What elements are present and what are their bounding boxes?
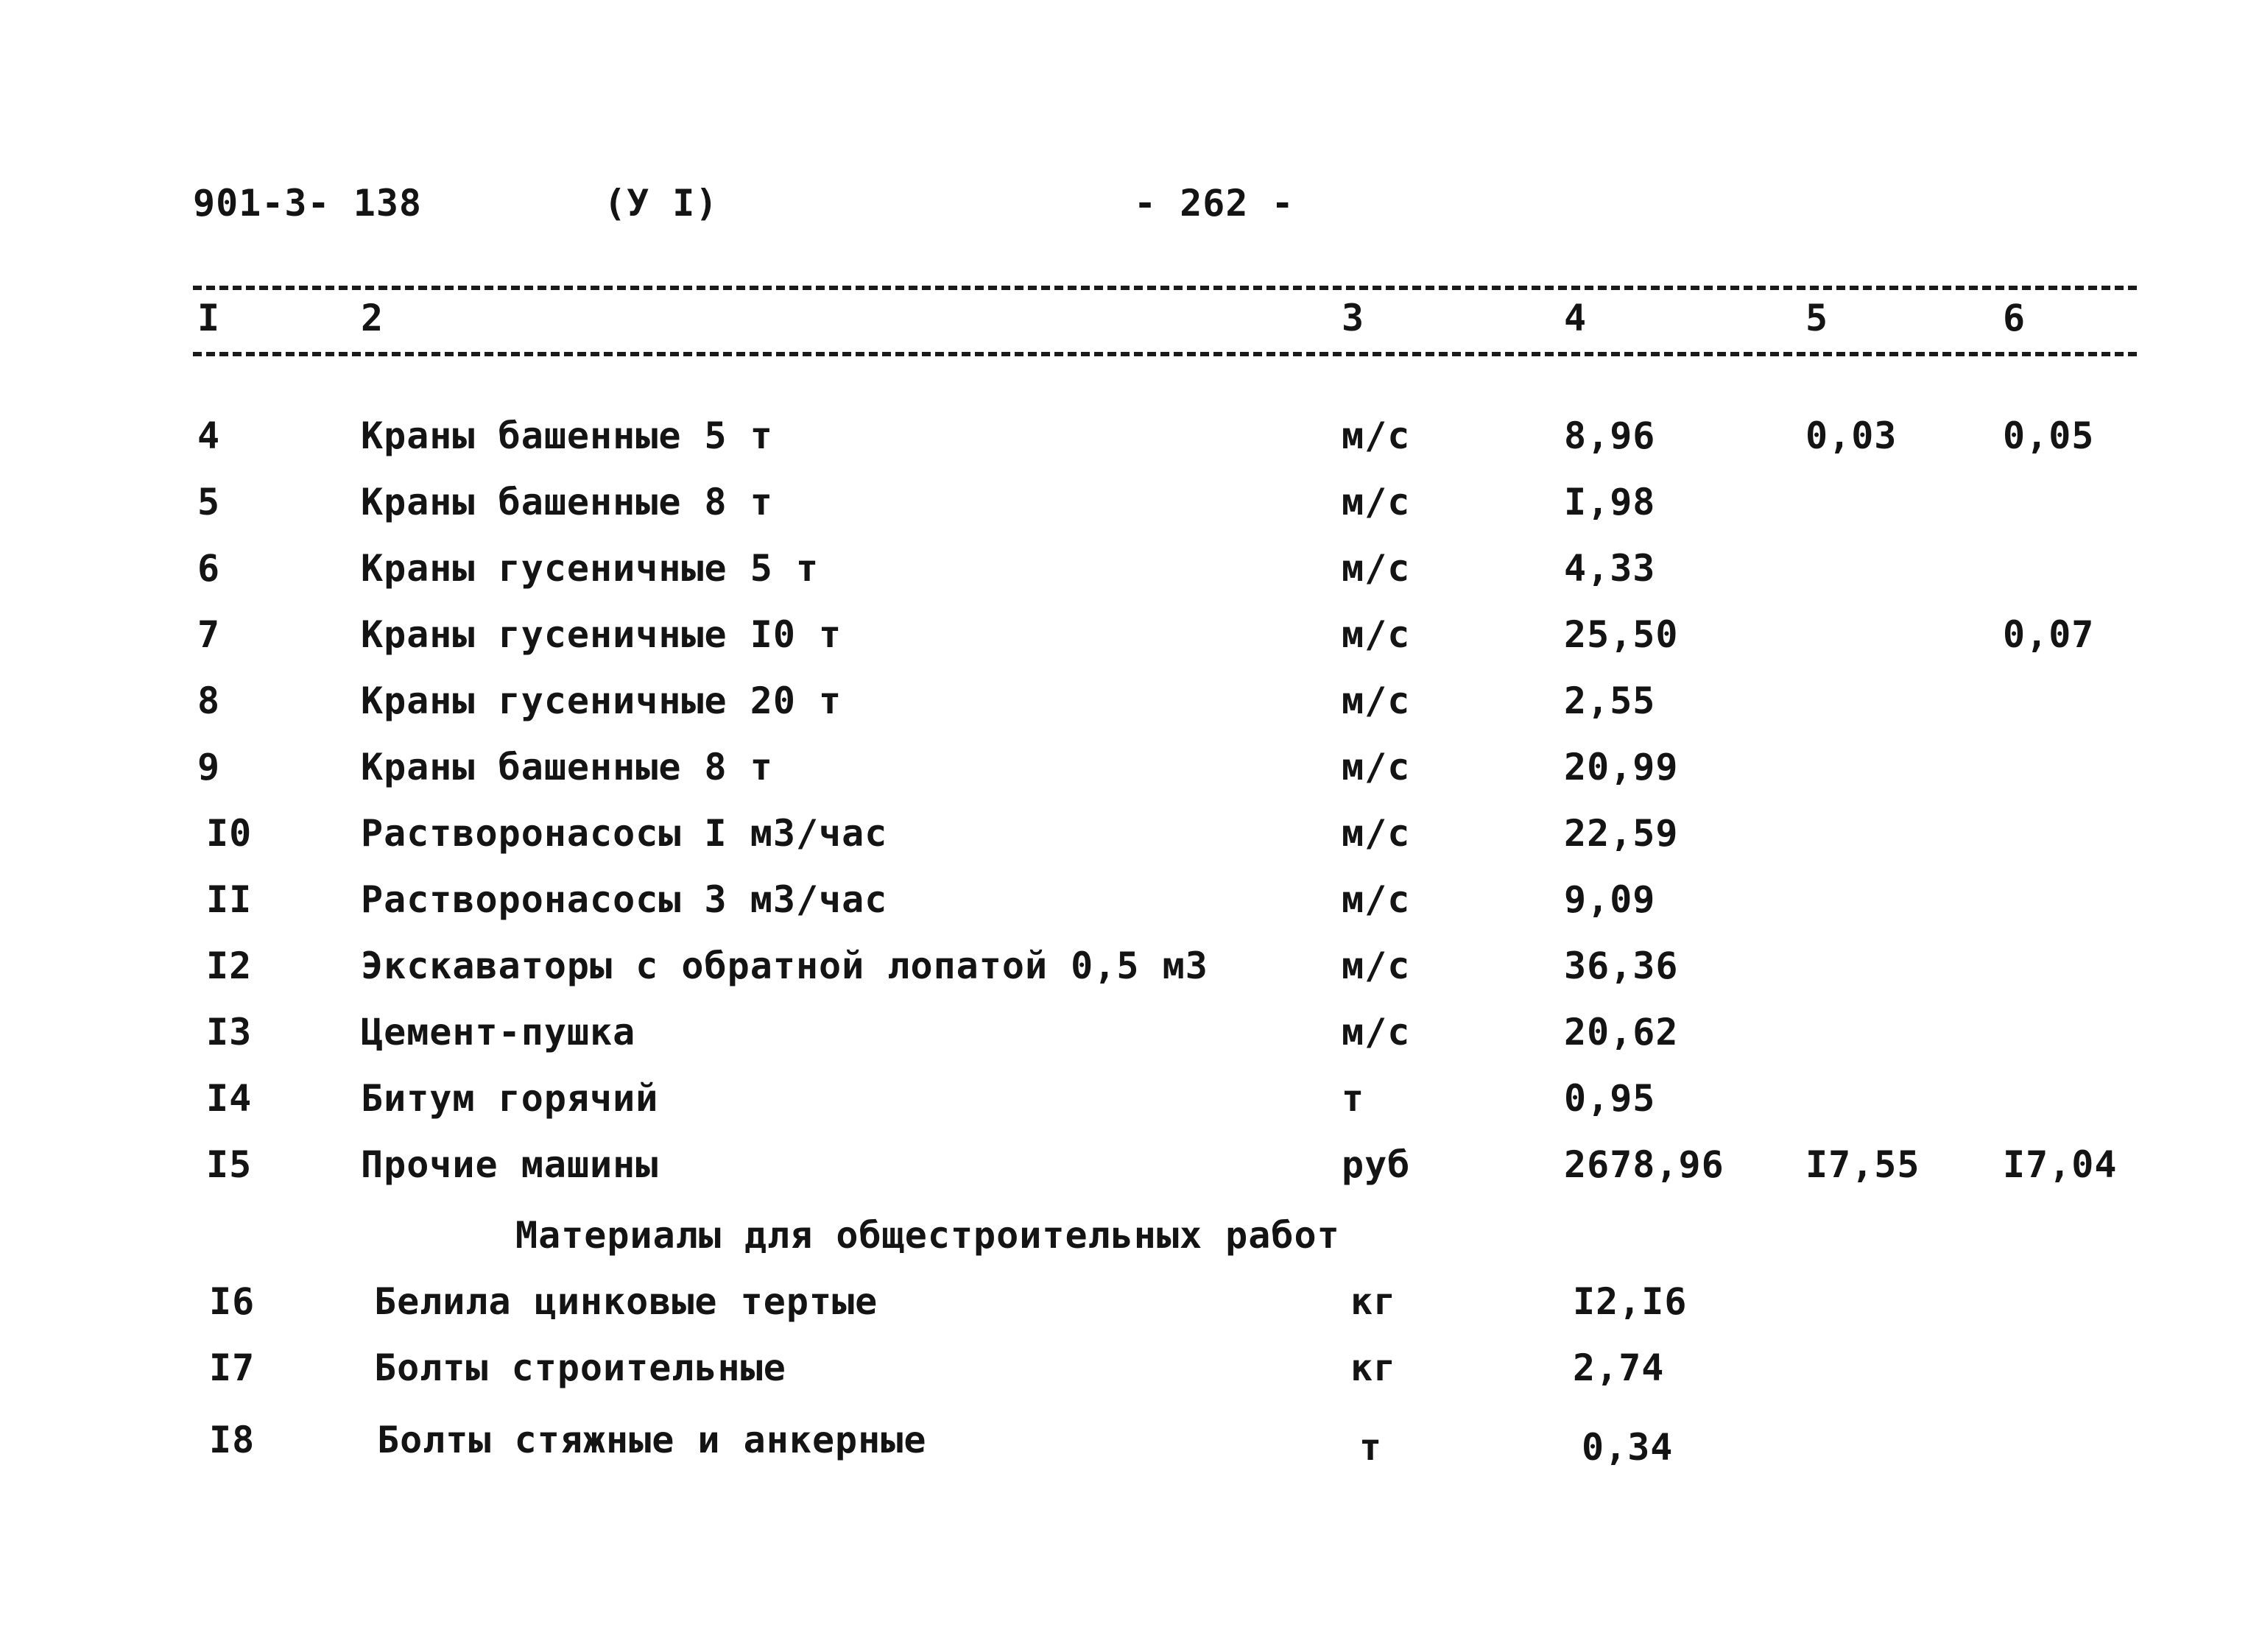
row-value-5: I7,55 xyxy=(1805,1143,1920,1186)
row-unit: м/с xyxy=(1342,481,1411,523)
row-value-4: 2,55 xyxy=(1564,679,1656,722)
row-value-4: 36,36 xyxy=(1564,945,1679,987)
row-unit: м/с xyxy=(1342,414,1411,457)
row-value-4: 8,96 xyxy=(1564,414,1656,457)
column-header-3: 3 xyxy=(1342,297,1365,339)
row-value-4: 0,95 xyxy=(1564,1077,1656,1120)
row-value-4: 20,62 xyxy=(1564,1011,1679,1053)
row-unit: м/с xyxy=(1342,613,1411,656)
row-unit: м/с xyxy=(1342,812,1411,855)
row-unit: м/с xyxy=(1342,547,1411,590)
row-unit: руб xyxy=(1342,1143,1411,1186)
row-number: I7 xyxy=(209,1346,256,1389)
row-name: Битум горячий xyxy=(361,1077,659,1120)
row-number: I5 xyxy=(206,1143,253,1186)
row-value-4: 22,59 xyxy=(1564,812,1679,855)
row-unit: т xyxy=(1359,1426,1383,1469)
column-header-1: I xyxy=(197,297,221,339)
row-value-4: I,98 xyxy=(1564,481,1656,523)
row-name: Краны башенные 8 т xyxy=(361,746,773,788)
column-header-2: 2 xyxy=(361,297,384,339)
table-top-rule xyxy=(193,286,2137,290)
row-name: Белила цинковые тертые xyxy=(374,1280,878,1323)
row-unit: кг xyxy=(1350,1346,1397,1389)
row-value-4: 25,50 xyxy=(1564,613,1679,656)
row-value-5: 0,03 xyxy=(1805,414,1898,457)
row-number: I2 xyxy=(206,945,253,987)
row-value-4: I2,I6 xyxy=(1573,1280,1688,1323)
column-header-5: 5 xyxy=(1805,297,1829,339)
row-number: 6 xyxy=(197,547,221,590)
table-header-rule xyxy=(193,352,2137,356)
row-number: I8 xyxy=(209,1419,256,1461)
row-name: Болты строительные xyxy=(374,1346,786,1389)
row-value-6: 0,05 xyxy=(2003,414,2095,457)
row-unit: м/с xyxy=(1342,945,1411,987)
section-title: Материалы для общестроительных работ xyxy=(515,1214,1340,1257)
row-name: Краны гусеничные 5 т xyxy=(361,547,820,590)
column-header-6: 6 xyxy=(2003,297,2026,339)
row-unit: м/с xyxy=(1342,679,1411,722)
row-name: Краны башенные 5 т xyxy=(361,414,773,457)
row-number: II xyxy=(206,878,253,921)
page-number: - 262 - xyxy=(1134,182,1294,225)
row-unit: м/с xyxy=(1342,1011,1411,1053)
row-number: 9 xyxy=(197,746,221,788)
row-name: Краны башенные 8 т xyxy=(361,481,773,523)
row-number: I0 xyxy=(206,812,253,855)
column-header-4: 4 xyxy=(1564,297,1588,339)
row-number: 5 xyxy=(197,481,221,523)
document-part: (У I) xyxy=(604,182,719,225)
row-unit: м/с xyxy=(1342,746,1411,788)
row-number: I3 xyxy=(206,1011,253,1053)
row-value-4: 4,33 xyxy=(1564,547,1656,590)
row-name: Цемент-пушка xyxy=(361,1011,636,1053)
row-unit: м/с xyxy=(1342,878,1411,921)
row-name: Растворонасосы 3 м3/час xyxy=(361,878,888,921)
row-name: Краны гусеничные I0 т xyxy=(361,613,842,656)
row-name: Прочие машины xyxy=(361,1143,659,1186)
row-unit: кг xyxy=(1350,1280,1397,1323)
row-name: Растворонасосы I м3/час xyxy=(361,812,888,855)
row-value-4: 0,34 xyxy=(1582,1426,1674,1469)
row-number: 7 xyxy=(197,613,221,656)
document-code: 901-3- 138 xyxy=(193,182,423,225)
row-value-4: 9,09 xyxy=(1564,878,1656,921)
row-value-6: I7,04 xyxy=(2003,1143,2118,1186)
row-number: 4 xyxy=(197,414,221,457)
row-unit: т xyxy=(1342,1077,1365,1120)
row-number: I6 xyxy=(209,1280,256,1323)
row-value-4: 2,74 xyxy=(1573,1346,1665,1389)
row-name: Экскаваторы с обратной лопатой 0,5 м3 xyxy=(361,945,1208,987)
row-name: Краны гусеничные 20 т xyxy=(361,679,842,722)
row-name: Болты стяжные и анкерные xyxy=(377,1419,927,1461)
row-value-4: 2678,96 xyxy=(1564,1143,1724,1186)
row-number: 8 xyxy=(197,679,221,722)
row-value-6: 0,07 xyxy=(2003,613,2095,656)
row-number: I4 xyxy=(206,1077,253,1120)
row-value-4: 20,99 xyxy=(1564,746,1679,788)
